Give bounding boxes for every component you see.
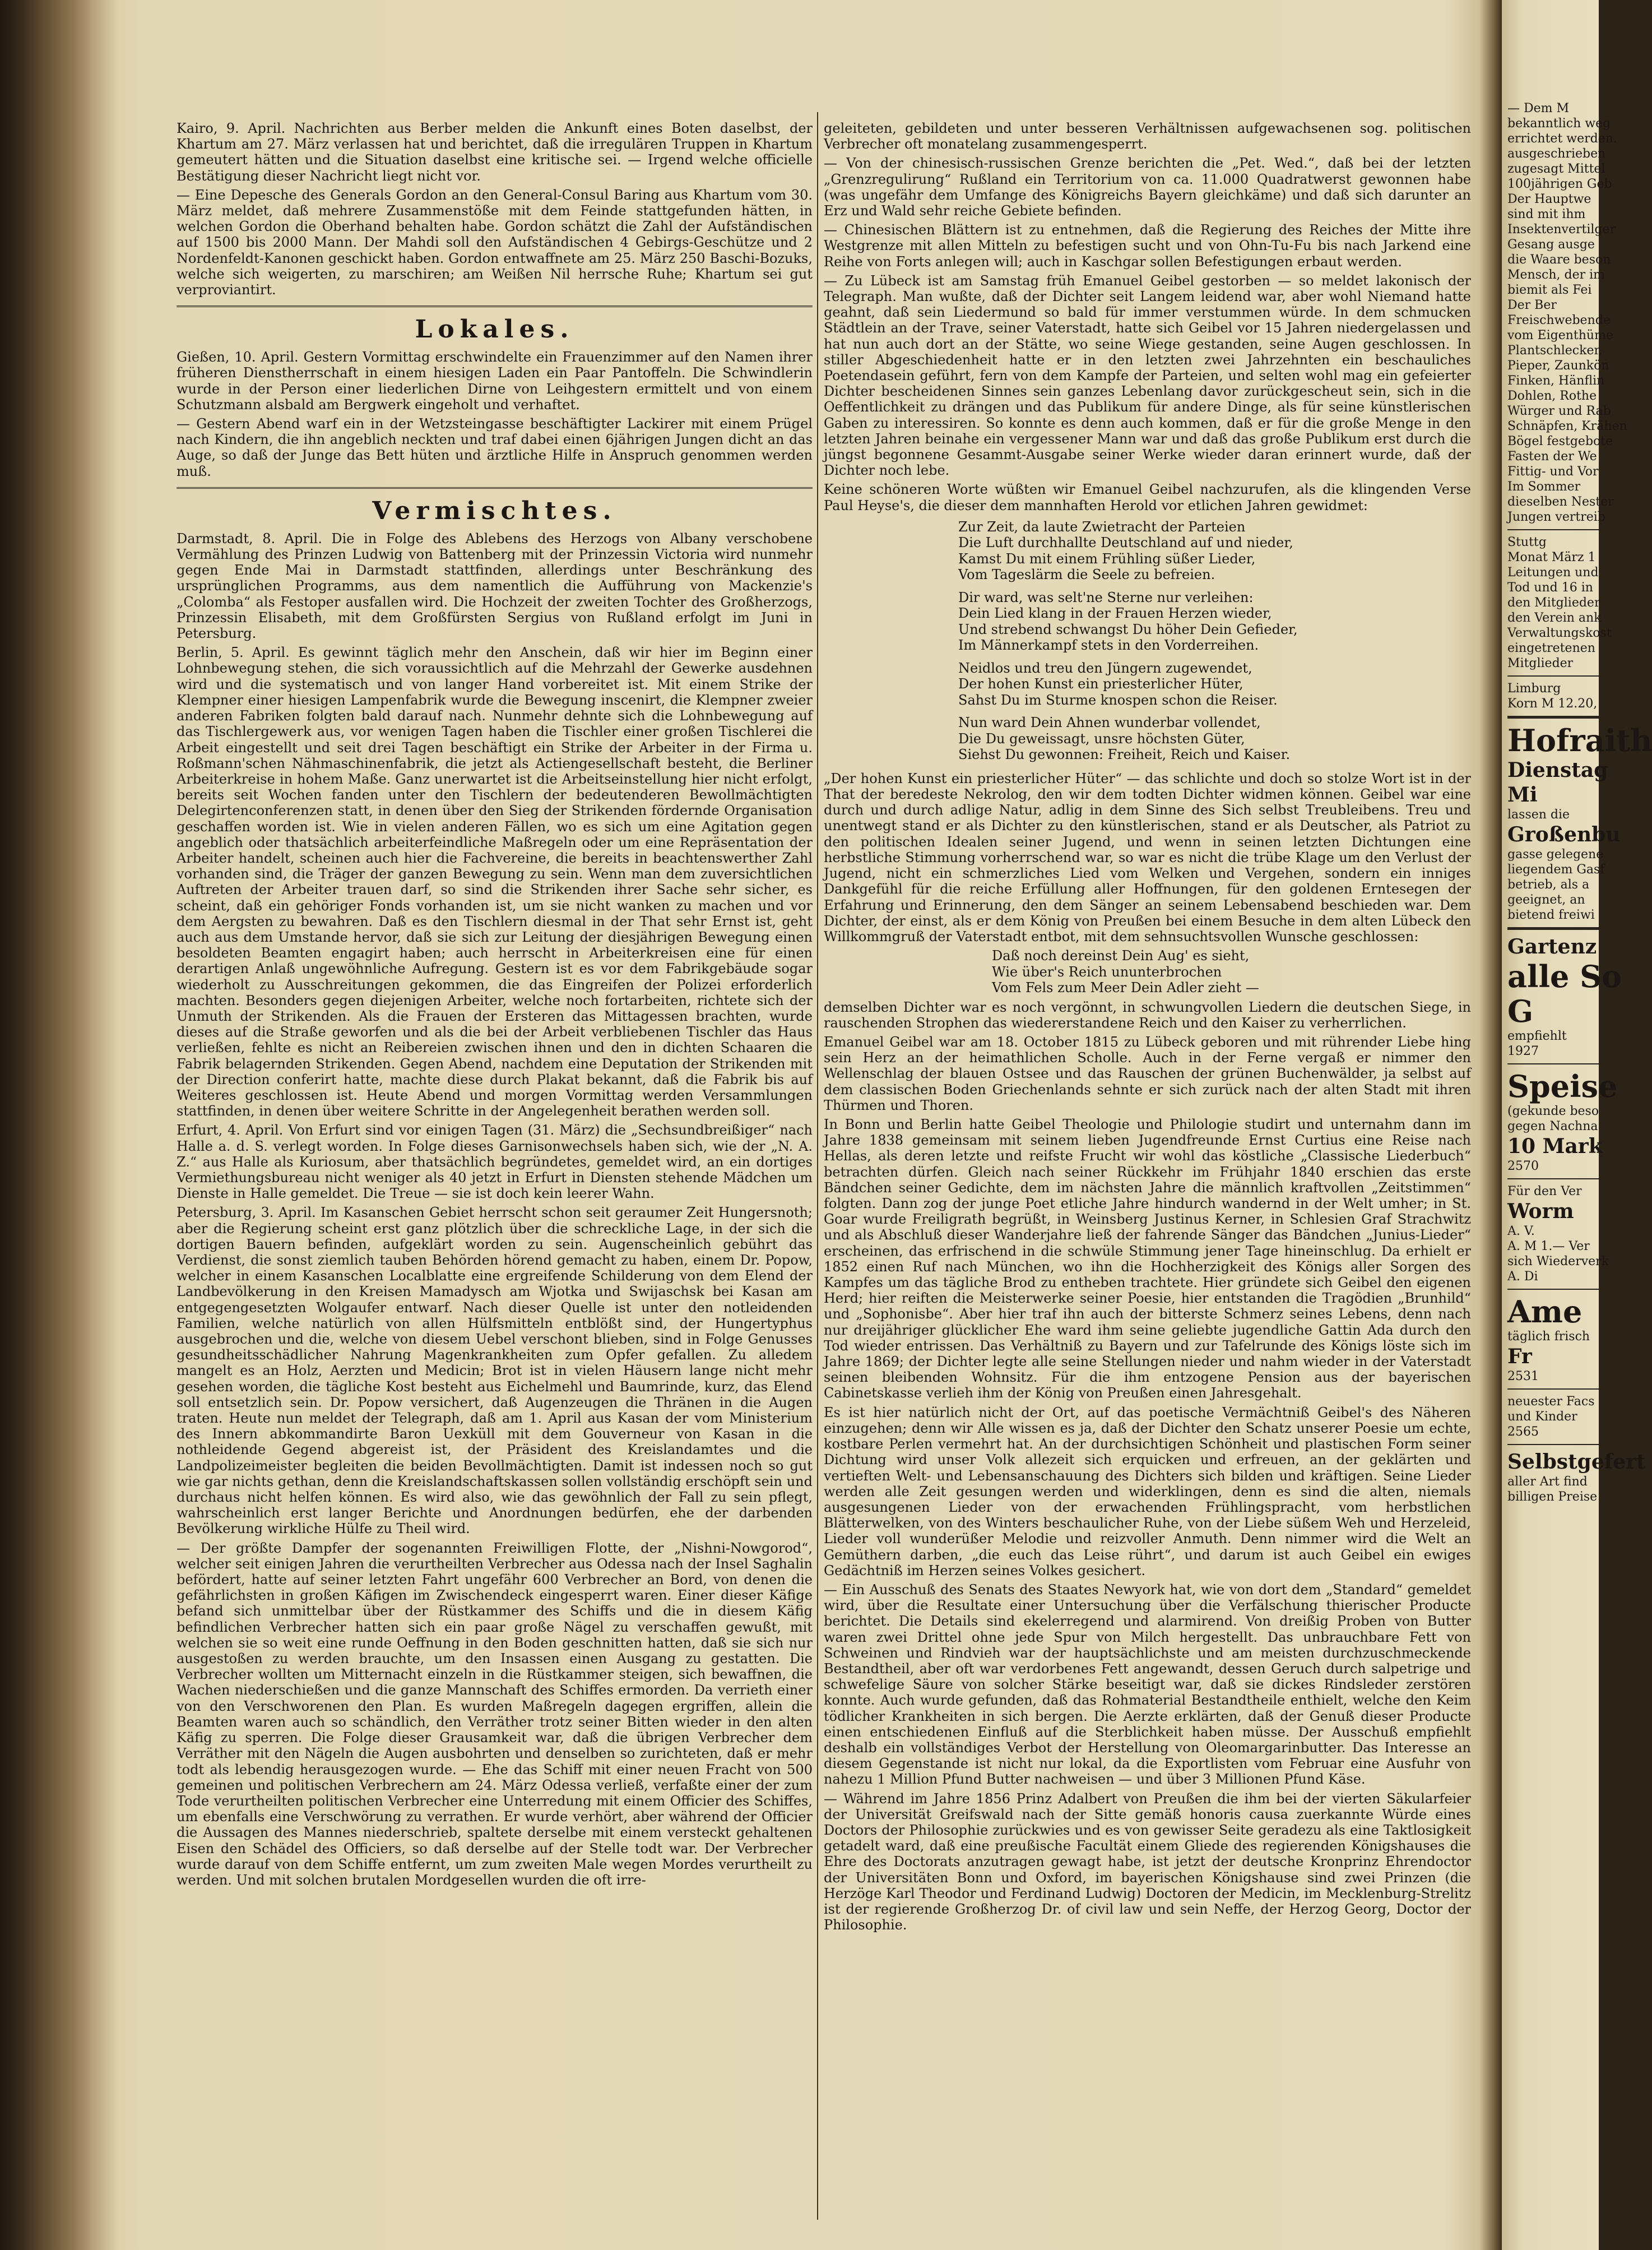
- article-siege: demselben Dichter war es noch vergönnt, in schwungvollen Liedern die deutschen Siege, in rauschenden Strophen das wiedererstandene Reich und den Kaiser zu verherrlichen.: [824, 999, 1471, 1031]
- poem-line: Wie über's Reich ununterbrochen: [992, 964, 1222, 980]
- ad-amer: Ame: [1507, 1294, 1583, 1330]
- section-rule: [177, 305, 813, 307]
- article-china: — Chinesischen Blättern ist zu entnehmen, daß die Regierung des Reiches der Mitte ihre Westgrenze mit allen Mitteln zu befestigen sucht und von Ohn-Tu-Fu bis nach Jarkend eine Reihe von Forts anlegen will; auch in Kaschgar sollen Befestigungen erbaut werden.: [824, 222, 1471, 270]
- vermischtes-berlin: Berlin, 5. April. Es gewinnt täglich mehr den Anschein, daß wir hier im Beginn einer Lohnbewegung stehen, die sich voraussichtlich auf die Mehrzahl der Gewerke ausdehnen wird und die systematisch und von langer Hand vorbereitet ist. Mit einem Strike der Klempner einer hiesigen Lampenfabrik wurde die Bewegung inscenirt, die Klempner zweier anderen Fabriken folgten bald darauf nach. Nunmehr dehnte sich die Lohnbewegung auf das Tischlergewerk aus, vor wenigen Tagen haben die Tischler einer großen Tischlerei die Arbeit eingestellt und seit drei Tagen beschäftigt ein Strike der Arbeiter in der Firma u. Roßmann'schen Nähmaschinenfabrik, die jetzt als Actiengesellschaft besteht, die Berliner Arbeiterkreise in hohem Maße. Ganz unerwartet ist die Arbeitseinstellung hier nicht erfolgt, bereits seit Wochen fanden unter den Tischlern der bedeutenderen Bewollmächtigten Delegirtenconferenzen statt, in denen über den Sieg der Strikenden fördernde Organisation geschaffen worden ist. Wie in vielen anderen Fällen, wo es sich um eine Agitation gegen angeblich oder thatsächlich arbeiterfeindliche Maßregeln oder um eine Repräsentation der Arbeiter handelt, scheinen auch hier die Fachvereine, die bereits in beachtenswerther Zahl vorhanden sind, die Träger der ganzen Bewegung zu sein. Wenn man dem zuversichtlichen Auftreten der Arbeiter trauen darf, so sind die Strikenden ihrer Sache sehr sicher, es scheint, daß ein gehöriger Fonds vorhanden ist, um sie nicht wanken zu machen und vor dem Aergsten zu bewahren. Daß es den Tischlern diesmal in der That sehr Ernst ist, geht auch aus dem Umstande hervor, daß sie sich zur Leitung der diesjährigen Bewegung einen besoldeten Beamten engagirt haben; auch herrscht in Arbeiterkreisen eine für einen derartigen Anlaß ungewöhnliche Aufregung. Gestern ist es vor dem Fabrikgebäude sogar wiederholt zu Ausschreitungen gekommen, die das Eingreifen der Polizei erforderlich machten. Besonders gegen diejenigen Arbeiter, welche noch fortarbeiten, richtete sich der Unmuth der Strikenden. Als die Frauen der Ersteren das Mittagessen brachten, wurde dieses auf die Straße geworfen und als die bei der Arbeit verbliebenen Tischler das Haus verließen, fehlte es nicht an Reibereien zwischen ihnen und den in dichten Schaaren die Fabrik belagernden Strikenden. Gegen Abend, nachdem eine Deputation der Strikenden mit der Direction conferirt hatte, machte diese durch Plakat bekannt, daß die Fabrik bis auf Weiteres geschlossen ist. Heute Abend und morgen Vormittag werden Versammlungen stattfinden, in denen über weitere Schritte in der Angelegenheit berathen werden soll.: [177, 645, 813, 1119]
- neighbor-line: Würger und Rab: [1507, 404, 1611, 418]
- vermischtes-erfurt: Erfurt, 4. April. Von Erfurt sind vor einigen Tagen (31. März) die „Sechsundbreißiger“ nach Halle a. d. S. verlegt worden. In Folge dieses Garnisonwechsels haben sich, wie der „N. A. Z.“ aus Halle als Kuriosum, aber thatsächlich begründetes, gemeldet wird, an ein dortiges Vermiethungsbureau nicht weniger als 40 jetzt in Erfurt in Diensten stehende Mädchen um Dienste in Halle gemeldet. Die Treue — sie ist doch kein leerer Wahn.: [177, 1122, 813, 1202]
- article-heyse-intro: Keine schöneren Worte wüßten wir Emanuel Geibel nachzurufen, als die klingenden Verse Paul Heyse's, die dieser dem mannhaften Herold vor etlichen Jahren gewidmet:: [824, 482, 1471, 513]
- neighbor-line: Mensch, der im: [1507, 268, 1605, 282]
- neighbor-line: biemit als Fei: [1507, 283, 1592, 297]
- neighbor-line: neuester Facs: [1507, 1395, 1595, 1409]
- neighbor-line: empfiehlt: [1507, 1029, 1567, 1043]
- neighbor-line: den Mitglieder: [1507, 596, 1600, 610]
- neighbor-line: Im Sommer: [1507, 480, 1581, 494]
- neighbor-line: Pieper, Zaunkön: [1507, 359, 1609, 373]
- section-rule: [177, 487, 813, 489]
- poem-line: Siehst Du gewonnen: Freiheit, Reich und Kaiser.: [958, 747, 1291, 763]
- poem-line: Und strebend schwangst Du höher Dein Gefieder,: [958, 621, 1298, 637]
- neighbor-line: 2565: [1507, 1425, 1539, 1439]
- left-column: [177, 121, 813, 1891]
- article-vermaechtnis: Es ist hier natürlich nicht der Ort, auf das poetische Vermächtniß Geibel's des Näheren einzugehen; denn wir Alle wissen es ja, daß der Dichter den Schatz unserer Poesie um echte, kostbare Perlen vermehrt hat. An der durchsichtigen Schönheit und plastischen Form seiner Dichtung wird unser Volk allezeit sich erquicken und erfreuen, an der geklärten und vertieften Welt- und Lebensanschauung des Dichters sich bilden und kräftigen. Seine Lieder werden alle Zeit gesungen werden und widerklingen, denn es sind die alten, niemals ausgesungenen Lieder von der erwachenden Frühlingspracht, vom herbstlichen Blätterwelken, von des Winters beschaulicher Ruhe, von der Liebe süßem Weh und Herzeleid, Lieder voll wunderüßer Melodie und reizvoller Anmuth. Denn nimmer wird die Welt an Gemüthern darben, „die euch das Leise rührt“, und darum ist auch Geibel ein ewiges Gedächtniß im Herzen seines Volkes gesichert.: [824, 1404, 1471, 1578]
- poem-line: Die Luft durchhallte Deutschland auf und nieder,: [958, 535, 1293, 551]
- neighbor-line: Fasten der We: [1507, 450, 1597, 464]
- neighbor-line: Schnäpfen, Krähen: [1507, 419, 1627, 433]
- neighbor-line: — Dem M: [1507, 101, 1570, 115]
- neighbor-line: A. M 1.— Ver: [1507, 1239, 1590, 1253]
- neighbor-line: Mitglieder: [1507, 656, 1574, 670]
- poem-line: Der hohen Kunst ein priesterlicher Hüter,: [958, 676, 1243, 692]
- ad-speise: Speise: [1507, 1068, 1618, 1104]
- neighbor-line: Plantschlecker,: [1507, 344, 1603, 358]
- poem-line: Vom Tageslärm die Seele zu befreien.: [958, 567, 1215, 583]
- vermischtes-darmstadt: Darmstadt, 8. April. Die in Folge des Ablebens des Herzogs von Albany verschobene Vermählung des Prinzen Ludwig von Battenberg mit der Prinzessin Victoria wird nunmehr gegen Ende Mai in Darmstadt stattfinden, allerdings unter Beschränkung des ursprünglichen Programms, aus dem namentlich die Aufführung von Mackenzie's „Colomba“ als Festoper ausfallen wird. Die Hochzeit der zweiten Tochter des Großherzogs, Prinzessin Elisabeth, mit dem Großfürsten Sergius von Rußland erfolgt im Juni in Petersburg.: [177, 530, 813, 642]
- article-bonn-berlin: In Bonn und Berlin hatte Geibel Theologie und Philologie studirt und unternahm dann im Jahre 1838 gemeinsam mit seinem lieben Jugendfreunde Ernst Curtius eine Reise nach Hellas, als deren letzte und reifste Frucht wir wohl das köstliche „Classische Liederbuch“ betrachten dürfen. Gleich nach seiner Rückkehr im Frühjahr 1840 erschien das erste Bändchen seiner Gedichte, dem im nächsten Jahre die männlich kraftvollen „Zeitstimmen“ folgten. Dann zog der junge Poet etliche Jahre hindurch wandernd in der Welt umher; in St. Goar wurde Freiligrath begrüßt, in Weinsberg Justinus Kerner, in Schlesien Graf Strachwitz und als Abschluß dieser Wanderjahre ließ der fahrende Sänger das Bändchen „Junius-Lieder“ erscheinen, das erfrischend in die schwüle Stimmung jener Tage hineinschlug. Da erhielt er 1852 einen Ruf nach München, wo ihn die Hochherzigkeit des Königs aller Sorgen des Kampfes um das tägliche Brod zu entheben trachtete. Hier gründete sich Geibel den eigenen Herd; hier reiften die Meisterwerke seiner Poesie, hier entstanden die Tragödien „Brunhild“ und „Sophonisbe“. Aber hier traf ihn auch der bitterste Schmerz seines Lebens, denn nach nur dreijähriger glücklicher Ehe ward ihm seine geliebte jugendliche Gattin Ada durch den Tod wieder entrissen. Das Verhältniß zu Bayern und zur Tafelrunde des Königs löste sich im Jahre 1869; der Dichter legte alle seine Stellungen nieder und nahm wieder in der Vaterstadt seinen bleibenden Wohnsitz. Für die ihm entzogene Pension aus der bayerischen Cabinetskasse verlieh ihm der König von Preußen einen Jahresgehalt.: [824, 1117, 1471, 1401]
- neighbor-line: bekanntlich weg: [1507, 117, 1611, 131]
- poem-line: Dein Lied klang in der Frauen Herzen wieder,: [958, 605, 1272, 622]
- neighbor-line: Jungen vertreib: [1507, 510, 1605, 524]
- neighbor-line: Fittig- und Vor: [1507, 465, 1599, 479]
- poem-adler: [992, 948, 1471, 996]
- neighbor-line: errichtet werden.: [1507, 132, 1617, 146]
- lokales-lackirer: — Gestern Abend warf ein in der Wetzsteingasse beschäftigter Lackirer mit einem Prügel nach Kindern, die ihn angeblich neckten und traf dabei einen 6jährigen Jungen dicht an das Auge, so daß der Junge das Bett hüten und ärztliche Hilfe in Anspruch genommen werden muß.: [177, 416, 813, 479]
- neighbor-line: Für den Ver: [1507, 1184, 1582, 1198]
- neighbor-line: Freischwebende: [1507, 313, 1611, 327]
- poem-line: Kamst Du mit einem Frühling süßer Lieder,: [958, 550, 1256, 567]
- neighbor-line: dieselben Nester: [1507, 495, 1614, 509]
- neighbor-line: Dohlen, Rothe: [1507, 389, 1597, 403]
- neighbor-line: 100jährigen Geb: [1507, 177, 1612, 191]
- neighbor-line: ausgeschrieben: [1507, 147, 1606, 161]
- article-newyork-butter: — Ein Ausschuß des Senats des Staates Newyork hat, wie von dort dem „Standard“ gemeldet wird, über die Resultate einer Untersuchung über die Verfälschung thierischer Producte berichtet. Die Details sind ekelerregend und alarmirend. Von dreißig Proben von Butter waren zwei Drittel ohne jede Spur von Milch hergestellt. Das unbrauchbare Fett von Schweinen und Rindvieh war der hauptsächlichste und am meisten durchzuschmeckende Bestandtheil, aber oft war verdorbenes Fett angewandt, dessen Geruch durch salpetrige und schwefelige Säure von solcher Stärke beseitigt war, daß sie dickes Rindsleder zerstören konnte. Auch wurde gefunden, daß das Rohmaterial Bestandtheile enthielt, welche den Keim tödlicher Krankheiten in sich bergen. Die Aerzte erklärten, daß der Genuß dieser Producte einen entschiedenen Einfluß auf die Sterblichkeit haben müsse. Der Ausschuß empfiehlt deshalb ein vollständiges Verbot der Herstellung von Oleomargarinbutter. Das Interesse an diesem Gegenstande ist nicht nur lokal, da die Exportlisten vom Februar eine Ausfuhr von nahezu 1 Million Pfund Butter nachweisen — und über 3 Millionen Pfund Käse.: [824, 1581, 1471, 1788]
- neighbor-line: 2570: [1507, 1159, 1539, 1173]
- neighbor-line: Bögel festgebote: [1507, 434, 1613, 448]
- neighbor-line: Verwaltungskost: [1507, 626, 1612, 640]
- poem-line: Vom Fels zum Meer Dein Adler zieht —: [992, 980, 1259, 996]
- neighbor-line: Dienstag: [1507, 758, 1608, 782]
- neighbor-line: A. Di: [1507, 1270, 1538, 1284]
- neighbor-line: (gekunde beso: [1507, 1104, 1599, 1118]
- neighbor-line: billigen Preise: [1507, 1490, 1598, 1504]
- neighbor-line: alle So: [1507, 959, 1622, 994]
- neighbor-line: vom Eigenthüme: [1507, 328, 1613, 342]
- poem-line: Dir ward, was selt'ne Sterne nur verleihen:: [958, 589, 1254, 605]
- neighbor-line: sind mit ihm: [1507, 207, 1586, 221]
- poem-line: Nun ward Dein Ahnen wunderbar vollendet,: [958, 715, 1261, 731]
- article-doctoren: — Während im Jahre 1856 Prinz Adalbert von Preußen die ihm bei der vierten Säkularfeier der Universität Greifswald nach der Sitte gemäß honoris causa zuerkannte Würde eines Doctors der Philosophie zurückwies und es von gewisser Seite geradezu als eine Taktlosigkeit getadelt ward, daß eine preußische Facultät einem Gliede des regierenden Königshauses die Ehre des Doctorats anzutragen gewagt habe, ist jetzt der deutsche Kronprinz Ehrendoctor der Universitäten Bonn und Oxford, im bayerischen Königshause sind zwei Prinzen (die Herzöge Karl Theodor und Ferdinand Ludwig) Doctoren der Medicin, im Mecklenburg-Strelitz ist der regierende Großherzog Dr. of civil law und sein Neffe, der Herzog Georg, Doctor der Philosophie.: [824, 1790, 1471, 1933]
- neighbor-line: G: [1507, 993, 1534, 1029]
- neighbor-line: lassen die: [1507, 808, 1570, 822]
- poem-heyse: [958, 519, 1471, 763]
- neighbor-line: täglich frisch: [1507, 1330, 1590, 1344]
- neighbor-line: eingetretenen: [1507, 641, 1595, 655]
- neighbor-line: 10 Mark: [1507, 1135, 1603, 1158]
- neighbor-line: Mi: [1507, 783, 1538, 807]
- neighbor-line: Tod und 16 in: [1507, 581, 1593, 595]
- ad-worm: Worm: [1507, 1200, 1574, 1223]
- poem-line: Zur Zeit, da laute Zwietracht der Parteien: [958, 518, 1246, 535]
- neighbor-line: den Verein ank: [1507, 611, 1602, 625]
- neighbor-line: die Waare beson: [1507, 253, 1611, 267]
- ad-selbstgefertigt: Selbstgefert: [1507, 1450, 1646, 1474]
- column-divider: [817, 112, 818, 2220]
- article-biographie: Emanuel Geibel war am 18. October 1815 zu Lübeck geboren und mit rührender Liebe hing sein Herz an der heimathlichen Scholle. Auch in der Ferne vergaß er nimmer den Wellenschlag der blauen Ostsee und das Rauschen der grünen Buchenwälder, ja selbst auf dem classischen Boden Griechenlands sehnte er sich zurück nach der alten Stadt mit ihren Thürmen und Thoren.: [824, 1034, 1471, 1113]
- neighbor-line: gegen Nachna: [1507, 1119, 1598, 1133]
- lokales-giessen: Gießen, 10. April. Gestern Vormittag erschwindelte ein Frauenzimmer auf den Namen ihrer früheren Dienstherrschaft in einem hiesigen Laden ein Paar Pantoffeln. Die Schwindlerin wurde in der Person einer liederlichen Dirne von Leihgestern ermittelt und von einem Schutzmann alsbald am Bergwerk eingeholt und verhaftet.: [177, 349, 813, 413]
- neighbor-line: Limburg: [1507, 682, 1561, 696]
- neighbor-page-text: [1507, 101, 1652, 1504]
- neighbor-line: bietend freiwi: [1507, 908, 1595, 922]
- neighbor-line: Korn M 12.20,: [1507, 697, 1598, 711]
- neighbor-line: Der Hauptwe: [1507, 192, 1591, 206]
- article-grenze: — Von der chinesisch-russischen Grenze berichten die „Pet. Wed.“, daß bei der letzten „Grenzregulirung“ Rußland ein Territorium von ca. 11.000 Quadratwerst gewonnen habe (was ungefähr dem Umfange des Königreichs Bayern gleichkäme) und daß sich darunter an Erz und Wald sehr reiche Gebiete befinden.: [824, 155, 1471, 219]
- neighbor-line: 1927: [1507, 1044, 1539, 1058]
- neighbor-line: sich Wiederverk: [1507, 1254, 1609, 1268]
- news-kairo: Kairo, 9. April. Nachrichten aus Berber melden die Ankunft eines Boten daselbst, der Khartum am 27. März verlassen hat und berichtet, daß die irregulären Truppen in Khartum gemeutert hätten und die Situation daselbst eine kritische sei. — Irgend welche officielle Bestätigung dieser Nachricht liegt nicht vor.: [177, 121, 813, 184]
- neighbor-line: Finken, Hänflin: [1507, 374, 1605, 388]
- poem-line: Neidlos und treu den Jüngern zugewendet,: [958, 660, 1252, 676]
- neighbor-line: 2531: [1507, 1369, 1539, 1383]
- neighbor-line: Fr: [1507, 1345, 1532, 1368]
- neighbor-line: Leitungen und: [1507, 566, 1599, 580]
- article-verbrecher: geleiteten, gebildeten und unter besseren Verhältnissen aufgewachsenen sog. politischen Verbrecher oft monatelang zusammengesperrt.: [824, 121, 1471, 152]
- poem-line: Daß noch dereinst Dein Aug' es sieht,: [992, 948, 1250, 964]
- heading-vermischtes: Vermischtes.: [372, 496, 617, 525]
- neighbor-line: Stuttg: [1507, 535, 1547, 549]
- poem-line: Im Männerkampf stets in den Vorderreihen.: [958, 637, 1259, 654]
- right-column: [824, 121, 1471, 1936]
- neighbor-line: gasse gelegene: [1507, 848, 1604, 862]
- article-hueter: „Der hohen Kunst ein priesterlicher Hüter“ — das schlichte und doch so stolze Wort ist in der That der beredeste Nekrolog, den wir dem todten Dichter widmen können. Geibel war eine durch und durch adlige Natur, adlig in dem Sinne des Sich selbst Treubleibens. Treu und unentwegt stand er als Dichter zu den künstlerischen, stand er als Deutscher, als Patriot zu den politischen Idealen seiner Jugend, und wenn in seinen letzten Dichtungen eine herbstliche Stimmung vorherrschend war, so war es nicht die trübe Klage um den Verlust der Jugend, nicht ein schmerzliches Lied vom Welken und Vergehen, sondern ein inniges Dankgefühl für die reiche Erfüllung aller Hoffnungen, für den goldenen Erntesegen der Erfahrung und Erinnerung, den dem Sänger an seinem Lebensabend beschieden war. Dem Dichter, der einst, als er dem König von Preußen bei einem Besuche in dem alten Lübeck den Willkommgruß der Vaterstadt entbot, mit dem sehnsuchtsvollen Wunsche geschlossen:: [824, 770, 1471, 945]
- neighbor-line: Der Ber: [1507, 298, 1557, 312]
- neighbor-line: aller Art find: [1507, 1475, 1588, 1489]
- article-geibel: — Zu Lübeck ist am Samstag früh Emanuel Geibel gestorben — so meldet lakonisch der Telegraph. Man wußte, daß der Dichter seit Langem leidend war, aber wohl Niemand hatte geahnt, daß sein Liedermund so bald für immer verstummen würde. In dem schmucken Städtlein an der Trave, seiner Vaterstadt, hatte sich Geibel vor 15 Jahren niedergelassen und hat nun auch dort an der Stätte, wo seine Wiege gestanden, seine Augen geschlossen. In stiller Abgeschiedenheit hatte er in den letzten zwei Jahrzehnten ein beschauliches Poetendasein geführt, fern von dem Kampfe der Parteien, und selten wohl mag ein gefeierter Dichter bescheidenen Sinnes sein ganzes Lebenlang davor zurückgescheut sein, sich in die Oeffentlichkeit zu drängen und das Publikum für andere Dinge, als für seine künstlerischen Gaben zu interessiren. So konnte es denn auch kommen, daß er für die große Menge in den letzten Jahren beinahe ein vergessener Mann war und daß das große Publikum erst durch die jüngst begonnene Gesammt-Ausgabe seiner Werke wieder daran erinnert wurde, daß der Dichter noch lebe.: [824, 272, 1471, 479]
- neighbor-line: betrieb, als a: [1507, 878, 1590, 892]
- ad-hofraith: Hofraith: [1507, 723, 1652, 758]
- neighbor-line: zugesagt Mittel: [1507, 162, 1605, 176]
- neighbor-line: und Kinder: [1507, 1410, 1577, 1424]
- news-gordon: — Eine Depesche des Generals Gordon an den General-Consul Baring aus Khartum vom 30. März meldet, daß mehrere Zusammenstöße mit dem Feinde stattgefunden hätten, in welchen Gordon die Oberhand behalten habe. Gordon schätzt die Zahl der Aufständischen auf 1500 bis 2000 Mann. Der Mahdi soll den Aufständischen 4 Gebirgs-Geschütze und 2 Nordenfeldt-Kanonen geschickt haben. Gordon entwaffnete am 25. März 250 Baschi-Bozuks, welche sich weigerten, zu marschiren; am Weißen Nil herrsche Ruhe; Khartum sei gut verproviantirt.: [177, 187, 813, 298]
- ad-garten: Gartenz: [1507, 935, 1597, 959]
- neighbor-line: Insektenvertilger: [1507, 223, 1616, 237]
- vermischtes-dampfer: — Der größte Dampfer der sogenannten Freiwilligen Flotte, der „Nishni-Nowgorod“, welcher seit einigen Jahren die verurtheilten Verbrecher aus Odessa nach der Insel Saghalin befördert, hatte auf seiner letzten Fahrt ungefähr 600 Verbrecher an Bord, von denen die gefährlichsten in großen Käfigen im Zwischendeck eingesperrt waren. Einer dieser Käfige befand sich unmittelbar über der Rüstkammer des Schiffs und die in diesem Käfig befindlichen Verbrecher hatten sich ein paar große Nägel zu verschaffen gewußt, mit welchen sie so weit eine runde Oeffnung in den Boden geschnitten hatten, daß sie sich nur ausgestoßen zu werden brauchte, um den Insassen einen Ausgang zu gestatten. Die Verbrecher wollten um Mitternacht einzeln in die Rüstkammer steigen, sich bewaffnen, die Wachen niederschießen und die ganze Mannschaft des Schiffes ermorden. Da verrieth einer von den Verschworenen den Plan. Es wurden Maßregeln dagegen ergriffen, allein die Beamten waren auch so schändlich, den Verräther trotz seiner Bitten wieder in den alten Käfig zu sperren. Die Folge dieser Grausamkeit war, daß die übrigen Verbrecher dem Verräther mit den Nägeln die Augen ausbohrten und denselben so zurichteten, daß er mehr todt als lebendig herausgezogen wurde. — Ehe das Schiff mit einer neuen Fracht von 500 gemeinen und politischen Verbrechern am 24. März Odessa verließ, verfaßte einer der zum Tode verurtheilten politischen Verbrecher eine Unterredung mit einem Officier des Schiffes, um ebenfalls eine Verschwörung zu verrathen. Er wurde verhört, aber während der Officier die Aussagen des Mannes niederschrieb, spaltete derselbe mit einem versteckt gehaltenen Eisen den Schädel des Officiers, so daß derselbe auf der Stelle todt war. Der Verbrecher wurde darauf von dem Schiffe entfernt, um zum zweiten Male wegen Mordes verurtheilt zu werden. Und mit solchen brutalen Mordgesellen wurden die oft irre-: [177, 1540, 813, 1888]
- neighbor-line: A. V.: [1507, 1224, 1535, 1238]
- neighbor-line: Gesang ausge: [1507, 238, 1595, 252]
- heading-lokales: Lokales.: [415, 315, 574, 344]
- poem-line: Sahst Du im Sturme knospen schon die Reiser.: [958, 692, 1278, 708]
- neighbor-line: Monat März 1: [1507, 550, 1596, 564]
- neighbor-line: Großenbu: [1507, 823, 1621, 846]
- vermischtes-petersburg: Petersburg, 3. April. Im Kasanschen Gebiet herrscht schon seit geraumer Zeit Hungersnoth; aber die Regierung scheint erst ganz plötzlich über die schreckliche Lage, in der sich die dortigen Bauern befinden, aufgeklärt worden zu sein. Augenscheinlich gebührt das Verdienst, die sonst ziemlich tauben Behörden hörend gemacht zu haben, einem Dr. Popow, welcher in einem Kasanschen Localblatte eine ergreifende Schilderung von dem Elend der Landbevölkerung in den Kreisen Mamadysch am Wjotka und Swijaschsk bei Kasan am entgegengesetzten Wolgaufer entwarf. Nach dieser Quelle ist unter den notleidenden Familien, welche natürlich von allen Hülfsmitteln entblößt sind, der Hungertyphus ausgebrochen und die, welche von diesem Uebel verschont blieben, sind in Folge Genusses gesundheitsschädlicher Nahrung Magenkrankheiten zum Opfer gefallen. Zu alledem mangelt es an Holz, Aerzten und Medicin; Brot ist in vielen Häusern lange nicht mehr gesehen worden, die tägliche Kost besteht aus Eichelmehl und Baumrinde, kurz, das Elend soll entsetzlich sein. Dr. Popow versichert, daß Augenzeugen die Thränen in die Augen traten. Heute nun meldet der Telegraph, daß am 1. April aus Kasan der vom Ministerium des Innern abkommandirte Baron Uexküll mit dem Gouverneur von Kasan in die nothleidende Gegend abgereist ist, der Präsident des Kreislandamtes und die Landpolizeimeister begleiten die beiden Bevollmächtigten. Damit ist indessen noch so gut wie gar nichts gethan, denn die Kreislandschaftskassen sollen vollständig erschöpft sein und durchaus nicht helfen können. Es wird also, wie das gewöhnlich der Fall zu sein pflegt, wahrscheinlich erst langer Berichte und Anordnungen bedürfen, ehe der darbenden Bevölkerung wirkliche Hülfe zu Theil wird.: [177, 1205, 813, 1537]
- poem-line: Die Du geweissagt, unsre höchsten Güter,: [958, 730, 1245, 747]
- neighbor-line: liegendem Gasf: [1507, 863, 1605, 877]
- neighbor-line: geeignet, an: [1507, 893, 1585, 907]
